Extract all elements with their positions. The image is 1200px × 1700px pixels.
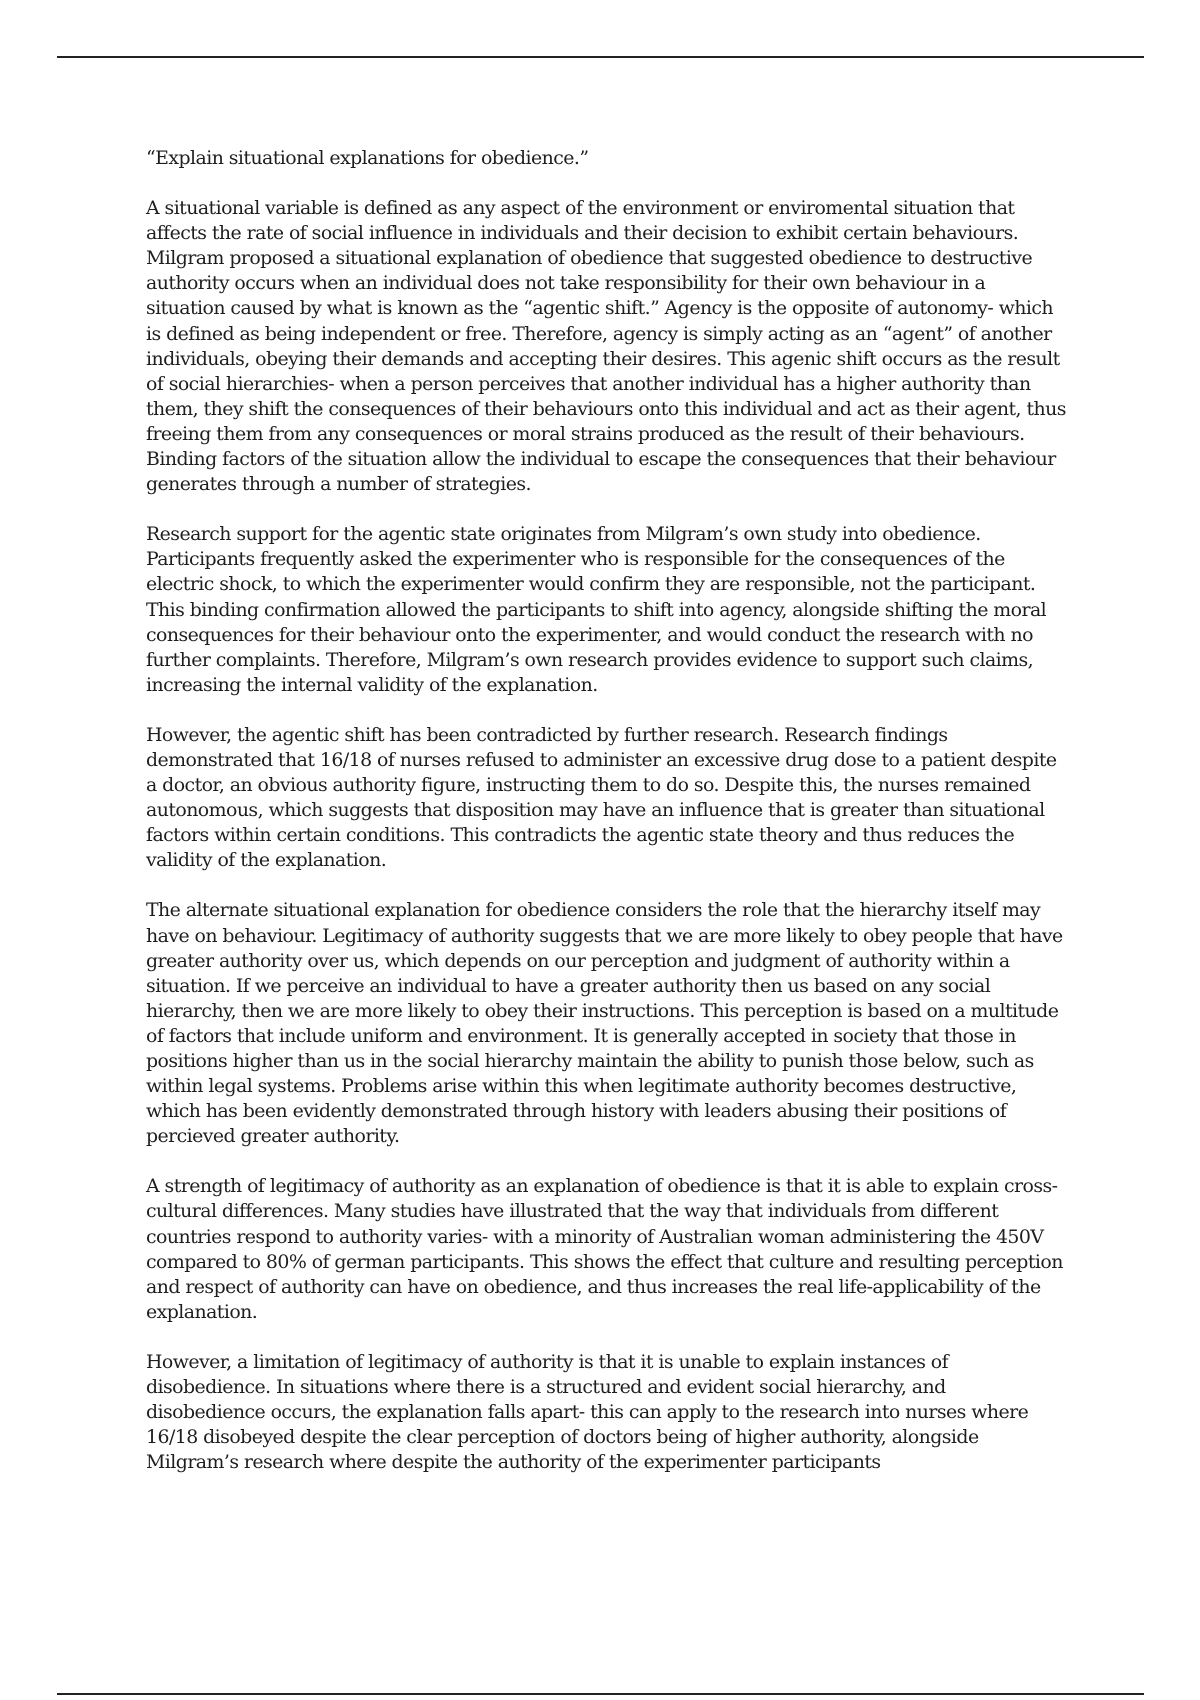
essay-paragraph: However, a limitation of legitimacy of authority is that it is unable to explain instances of disobedience. In situations where there is a structured and evident social hierarchy, and disobedience occurs, the explanation falls apart- this can apply to the research into nurses where 16/18 disobeyed despite the clear perception of doctors being of higher authority, alongside Milgram’s research where despite the authority of the experimenter participants <box>146 1350 1029 1474</box>
essay-paragraph: The alternate situational explanation for obedience considers the role that the hierarchy itself may have on behaviour. Legitimacy of authority suggests that we are more likely to obey people that have greater authority over us, which depends on our perception and judgment of authority within a situation. If we perceive an individual to have a greater authority then us based on any social hierarchy, then we are more likely to obey their instructions. This perception is based on a multitude of factors that include uniform and environment. It is generally accepted in society that those in positions higher than us in the social hierarchy maintain the ability to punish those below, such as within legal systems. Problems arise within this when legitimate authority becomes destructive, which has been evidently demonstrated through history with leaders abusing their positions of percieved greater authority. <box>146 899 1063 1148</box>
essay-paragraph: A situational variable is defined as any aspect of the environment or enviromental situation that affects the rate of social influence in individuals and their decision to exhibit certain behaviours. Milgram proposed a situational explanation of obedience that suggested obedience to destructive authority occurs when an individual does not take responsibility for their own behaviour in a situation caused by what is known as the “agentic shift.” Agency is the opposite of autonomy- which is defined as being independent or free. Therefore, agency is simply acting as an “agent” of another individuals, obeying their demands and accepting their desires. This agenic shift occurs as the result of social hierarchies- when a person perceives that another individual has a higher authority than them, they shift the consequences of their behaviours onto this individual and act as their agent, thus freeing them from any consequences or moral strains produced as the result of their behaviours. Binding factors of the situation allow the individual to escape the consequences that their behaviour generates through a number of strategies. <box>146 197 1066 496</box>
top-divider <box>57 56 1144 58</box>
bottom-divider <box>57 1693 1144 1695</box>
essay-title: “Explain situational explanations for obedience.” <box>146 147 589 169</box>
essay-paragraph: However, the agentic shift has been contradicted by further research. Research findings demonstrated that 16/18 of nurses refused to administer an excessive drug dose to a patient despite a doctor, an obvious authority figure, instructing them to do so. Despite this, the nurses remained autonomous, which suggests that disposition may have an influence that is greater than situational factors within certain conditions. This contradicts the agentic state theory and thus reduces the validity of the explanation. <box>146 723 1057 872</box>
essay-body <box>146 146 1066 1500</box>
essay-paragraph: A strength of legitimacy of authority as an explanation of obedience is that it is able to explain cross-cultural differences. Many studies have illustrated that the way that individuals from different countries respond to authority varies- with a minority of Australian woman administering the 450V compared to 80% of german participants. This shows the effect that culture and resulting perception and respect of authority can have on obedience, and thus increases the real life-applicability of the explanation. <box>146 1175 1063 1323</box>
essay-paragraph: Research support for the agentic state originates from Milgram’s own study into obedience. Participants frequently asked the experimenter who is responsible for the consequences of the electric shock, to which the experimenter would confirm they are responsible, not the participant. This binding confirmation allowed the participants to shift into agency, alongside shifting the moral consequences for their behaviour onto the experimenter, and would conduct the research with no further complaints. Therefore, Milgram’s own research provides evidence to support such claims, increasing the internal validity of the explanation. <box>146 523 1047 696</box>
